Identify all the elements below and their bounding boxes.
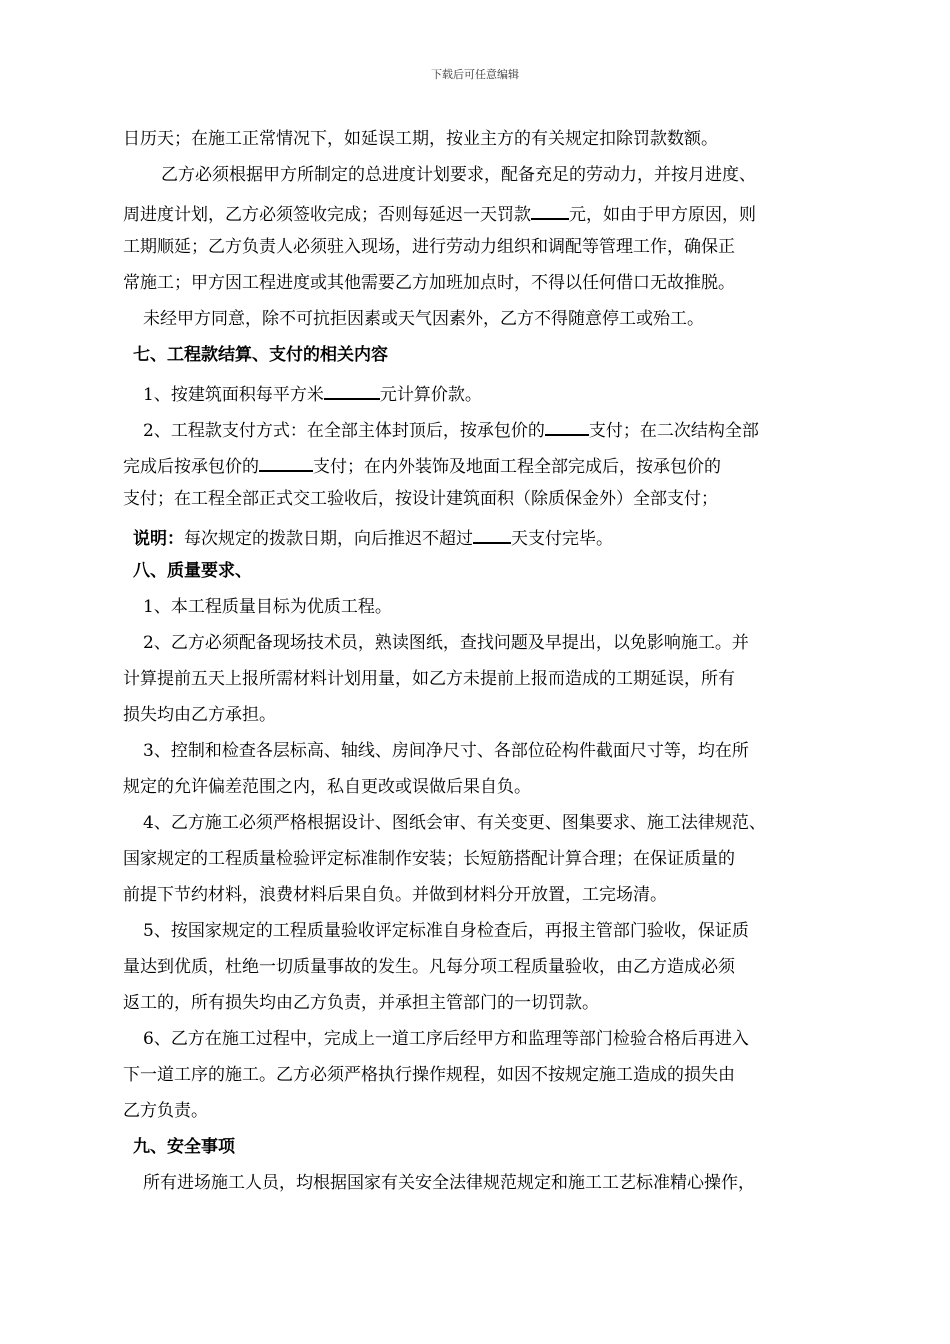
paragraph-line: 国家规定的工程质量检验评定标准制作安装；长短筋搭配计算合理；在保证质量的	[123, 849, 735, 869]
paragraph-line: 返工的，所有损失均由乙方负责，并承担主管部门的一切罚款。	[123, 993, 599, 1013]
paragraph-line	[123, 452, 721, 478]
paragraph-line	[133, 524, 613, 550]
paragraph-line: 4、乙方施工必须严格根据设计、图纸会审、有关变更、图集要求、施工法律规范、	[143, 813, 766, 833]
text-segment: 支付；在二次结构全部	[588, 421, 759, 441]
paragraph-line: 2、乙方必须配备现场技术员，熟读图纸，查找问题及早提出，以免影响施工。并	[143, 633, 749, 653]
text-segment: 每次规定的拨款日期，向后推迟不超过	[184, 529, 473, 549]
paragraph-line	[123, 200, 756, 226]
paragraph-line: 支付；在工程全部正式交工验收后，按设计建筑面积（除质保金外）全部支付；	[123, 489, 718, 509]
text-segment: 2、工程款支付方式：在全部主体封顶后，按承包价的	[143, 421, 545, 441]
paragraph-line: 未经甲方同意，除不可抗拒因素或天气因素外，乙方不得随意停工或殆工。	[143, 309, 704, 329]
text-segment: 天支付完毕。	[511, 529, 613, 549]
paragraph-line: 下一道工序的施工。乙方必须严格执行操作规程，如因不按规定施工造成的损失由	[123, 1065, 735, 1085]
paragraph-line: 6、乙方在施工过程中，完成上一道工序后经甲方和监理等部门检验合格后再进入	[143, 1029, 749, 1049]
paragraph-line: 乙方必须根据甲方所制定的总进度计划要求，配备充足的劳动力，并按月进度、	[161, 165, 756, 185]
paragraph-line: 日历天；在施工正常情况下，如延误工期，按业主方的有关规定扣除罚款数额。	[123, 129, 718, 149]
paragraph-line	[143, 416, 759, 442]
text-segment: 元，如由于甲方原因，则	[569, 205, 756, 225]
text-segment: 完成后按承包价的	[123, 457, 259, 477]
fill-blank	[545, 416, 589, 436]
paragraph-line: 工期顺延；乙方负责人必须驻入现场，进行劳动力组织和调配等管理工作，确保正	[123, 237, 735, 257]
section-heading-8: 八、质量要求、	[133, 561, 252, 581]
paragraph-line: 计算提前五天上报所需材料计划用量，如乙方未提前上报而造成的工期延误，所有	[123, 669, 735, 689]
note-label: 说明：	[133, 529, 184, 549]
section-heading-9: 九、安全事项	[133, 1137, 235, 1157]
paragraph-line: 乙方负责。	[123, 1101, 208, 1121]
fill-blank	[259, 452, 313, 472]
section-heading-7: 七、工程款结算、支付的相关内容	[133, 345, 388, 365]
paragraph-line: 量达到优质，杜绝一切质量事故的发生。凡每分项工程质量验收，由乙方造成必须	[123, 957, 735, 977]
paragraph-line: 5、按国家规定的工程质量验收评定标准自身检查后，再报主管部门验收，保证质	[143, 921, 749, 941]
paragraph-line: 所有进场施工人员，均根据国家有关安全法律规范规定和施工工艺标准精心操作，	[143, 1173, 755, 1193]
paragraph-line: 常施工；甲方因工程进度或其他需要乙方加班加点时，不得以任何借口无故推脱。	[123, 273, 735, 293]
paragraph-line: 损失均由乙方承担。	[123, 705, 276, 725]
page-header: 下载后可任意编辑	[431, 68, 519, 81]
paragraph-line	[143, 380, 482, 406]
paragraph-line: 1、本工程质量目标为优质工程。	[143, 597, 392, 617]
paragraph-line: 3、控制和检查各层标高、轴线、房间净尺寸、各部位砼构件截面尺寸等，均在所	[143, 741, 749, 761]
text-segment: 元计算价款。	[379, 385, 482, 405]
text-segment: 周进度计划，乙方必须签收完成；否则每延迟一天罚款	[123, 205, 531, 225]
paragraph-line: 规定的允许偏差范围之内，私自更改或误做后果自负。	[123, 777, 531, 797]
fill-blank	[473, 524, 511, 544]
paragraph-line: 前提下节约材料，浪费材料后果自负。并做到材料分开放置，工完场清。	[123, 885, 667, 905]
text-segment: 支付；在内外装饰及地面工程全部完成后，按承包价的	[313, 457, 721, 477]
fill-blank	[324, 380, 380, 400]
fill-blank	[531, 200, 569, 220]
text-segment: 1、按建筑面积每平方米	[143, 385, 324, 405]
